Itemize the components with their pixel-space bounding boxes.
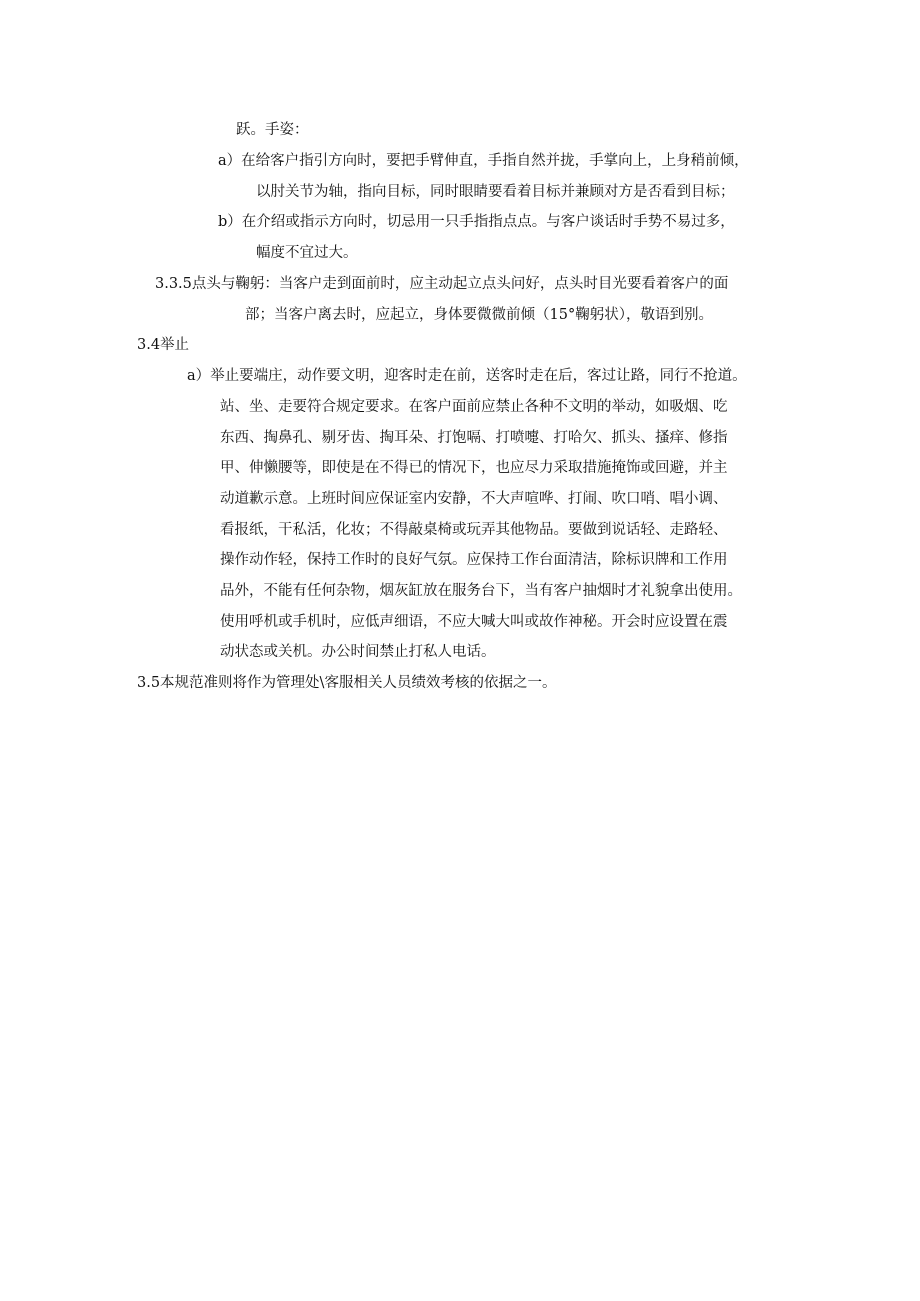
text-line-11: 东西、掏鼻孔、剔牙齿、掏耳朵、打饱嗝、打喷嚏、打哈欠、抓头、搔痒、修指 xyxy=(220,430,728,446)
text-line-1: 跃。手姿： xyxy=(236,122,309,138)
text-line-18: 动状态或关机。办公时间禁止打私人电话。 xyxy=(220,644,496,660)
text-line-9: a）举止要端庄，动作要文明，迎客时走在前，送客时走在后，客过让路，同行不抢道。 xyxy=(187,368,747,384)
text-line-5: 幅度不宜过大。 xyxy=(256,245,358,261)
text-line-7: 部；当客户离去时，应起立，身体要微微前倾（15°鞠躬状），敬语到别。 xyxy=(245,307,713,323)
text-line-16: 品外，不能有任何杂物，烟灰缸放在服务台下，当有客户抽烟时才礼貌拿出使用。 xyxy=(220,583,742,599)
text-line-6: 3.3.5点头与鞠躬：当客户走到面前时，应主动起立点头问好，点头时目光要看着客户的面 xyxy=(155,276,729,292)
text-line-2: a）在给客户指引方向时，要把手臂伸直，手指自然并拢，手掌向上，上身稍前倾， xyxy=(218,153,749,169)
text-line-14: 看报纸，干私活，化妆；不得敲桌椅或玩弄其他物品。要做到说话轻、走路轻、 xyxy=(220,522,728,538)
section-heading-3-4: 3.4举止 xyxy=(137,337,190,353)
text-line-17: 使用呼机或手机时，应低声细语，不应大喊大叫或故作神秘。开会时应设置在震 xyxy=(220,614,728,630)
section-heading-3-5: 3.5本规范准则将作为管理处\客服相关人员绩效考核的依据之一。 xyxy=(137,675,557,691)
text-line-4: b）在介绍或指示方向时，切忌用一只手指指点点。与客户谈话时手势不易过多， xyxy=(218,214,735,230)
text-line-10: 站、坐、走要符合规定要求。在客户面前应禁止各种不文明的举动，如吸烟、吃 xyxy=(220,399,728,415)
text-line-15: 操作动作轻，保持工作时的良好气氛。应保持工作台面清洁，除标识牌和工作用 xyxy=(220,552,728,568)
text-line-12: 甲、伸懒腰等，即使是在不得已的情况下，也应尽力采取措施掩饰或回避，并主 xyxy=(220,460,728,476)
text-line-3: 以肘关节为轴，指向目标，同时眼睛要看着目标并兼顾对方是否看到目标； xyxy=(256,184,735,200)
text-line-13: 动道歉示意。上班时间应保证室内安静，不大声喧哗、打闹、吹口哨、唱小调、 xyxy=(220,491,728,507)
